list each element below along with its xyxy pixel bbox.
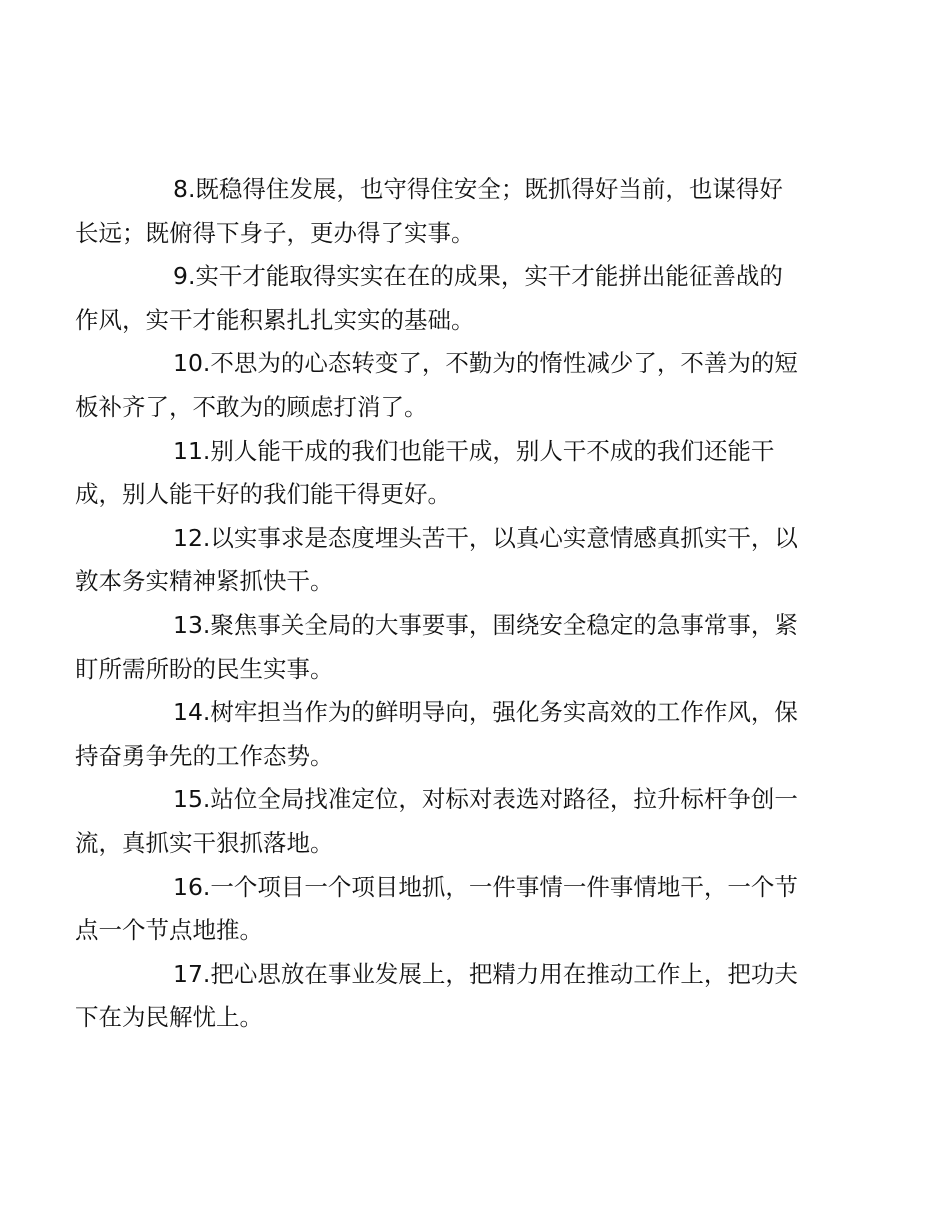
paragraph-line: 点一个节点地推。	[75, 916, 263, 945]
paragraph-line: 下在为民解忧上。	[75, 1003, 263, 1032]
paragraph-line: 16.一个项目一个项目地抓，一件事情一件事情地干，一个节	[173, 872, 798, 901]
paragraph-line: 长远；既俯得下身子，更办得了实事。	[75, 218, 475, 247]
paragraph-13	[75, 604, 836, 691]
paragraph-14	[75, 691, 836, 778]
paragraph-12	[75, 517, 836, 604]
paragraph-line: 持奋勇争先的工作态势。	[75, 741, 334, 770]
paragraph-line: 12.以实事求是态度埋头苦干，以真心实意情感真抓实干，以	[173, 523, 798, 552]
paragraph-line: 8.既稳得住发展，也守得住安全；既抓得好当前，也谋得好	[173, 175, 783, 203]
paragraph-15	[75, 778, 836, 865]
paragraph-17	[75, 953, 836, 1040]
paragraph-10	[75, 342, 836, 429]
paragraph-line: 10.不思为的心态转变了，不勤为的惰性减少了，不善为的短	[173, 349, 798, 378]
paragraph-8	[75, 168, 836, 255]
paragraph-line: 盯所需所盼的民生实事。	[75, 654, 334, 683]
paragraph-line: 13.聚焦事关全局的大事要事，围绕安全稳定的急事常事，紧	[173, 610, 798, 639]
document-body	[75, 168, 836, 1040]
paragraph-line: 15.站位全局找准定位，对标对表选对路径，拉升标杆争创一	[173, 785, 798, 814]
paragraph-line: 14.树牢担当作为的鲜明导向，强化务实高效的工作作风，保	[173, 698, 798, 727]
paragraph-16	[75, 866, 836, 953]
paragraph-11	[75, 430, 836, 517]
paragraph-line: 9.实干才能取得实实在在的成果，实干才能拼出能征善战的	[173, 262, 783, 291]
paragraph-line: 敦本务实精神紧抓快干。	[75, 567, 334, 596]
paragraph-line: 17.把心思放在事业发展上，把精力用在推动工作上，把功夫	[173, 959, 798, 988]
paragraph-9	[75, 255, 836, 342]
paragraph-line: 11.别人能干成的我们也能干成，别人干不成的我们还能干	[173, 436, 775, 465]
paragraph-line: 作风，实干才能积累扎扎实实的基础。	[75, 305, 475, 334]
paragraph-line: 板补齐了，不敢为的顾虑打消了。	[75, 392, 428, 421]
paragraph-line: 流，真抓实干狠抓落地。	[75, 828, 334, 857]
paragraph-line: 成，别人能干好的我们能干得更好。	[75, 480, 451, 509]
